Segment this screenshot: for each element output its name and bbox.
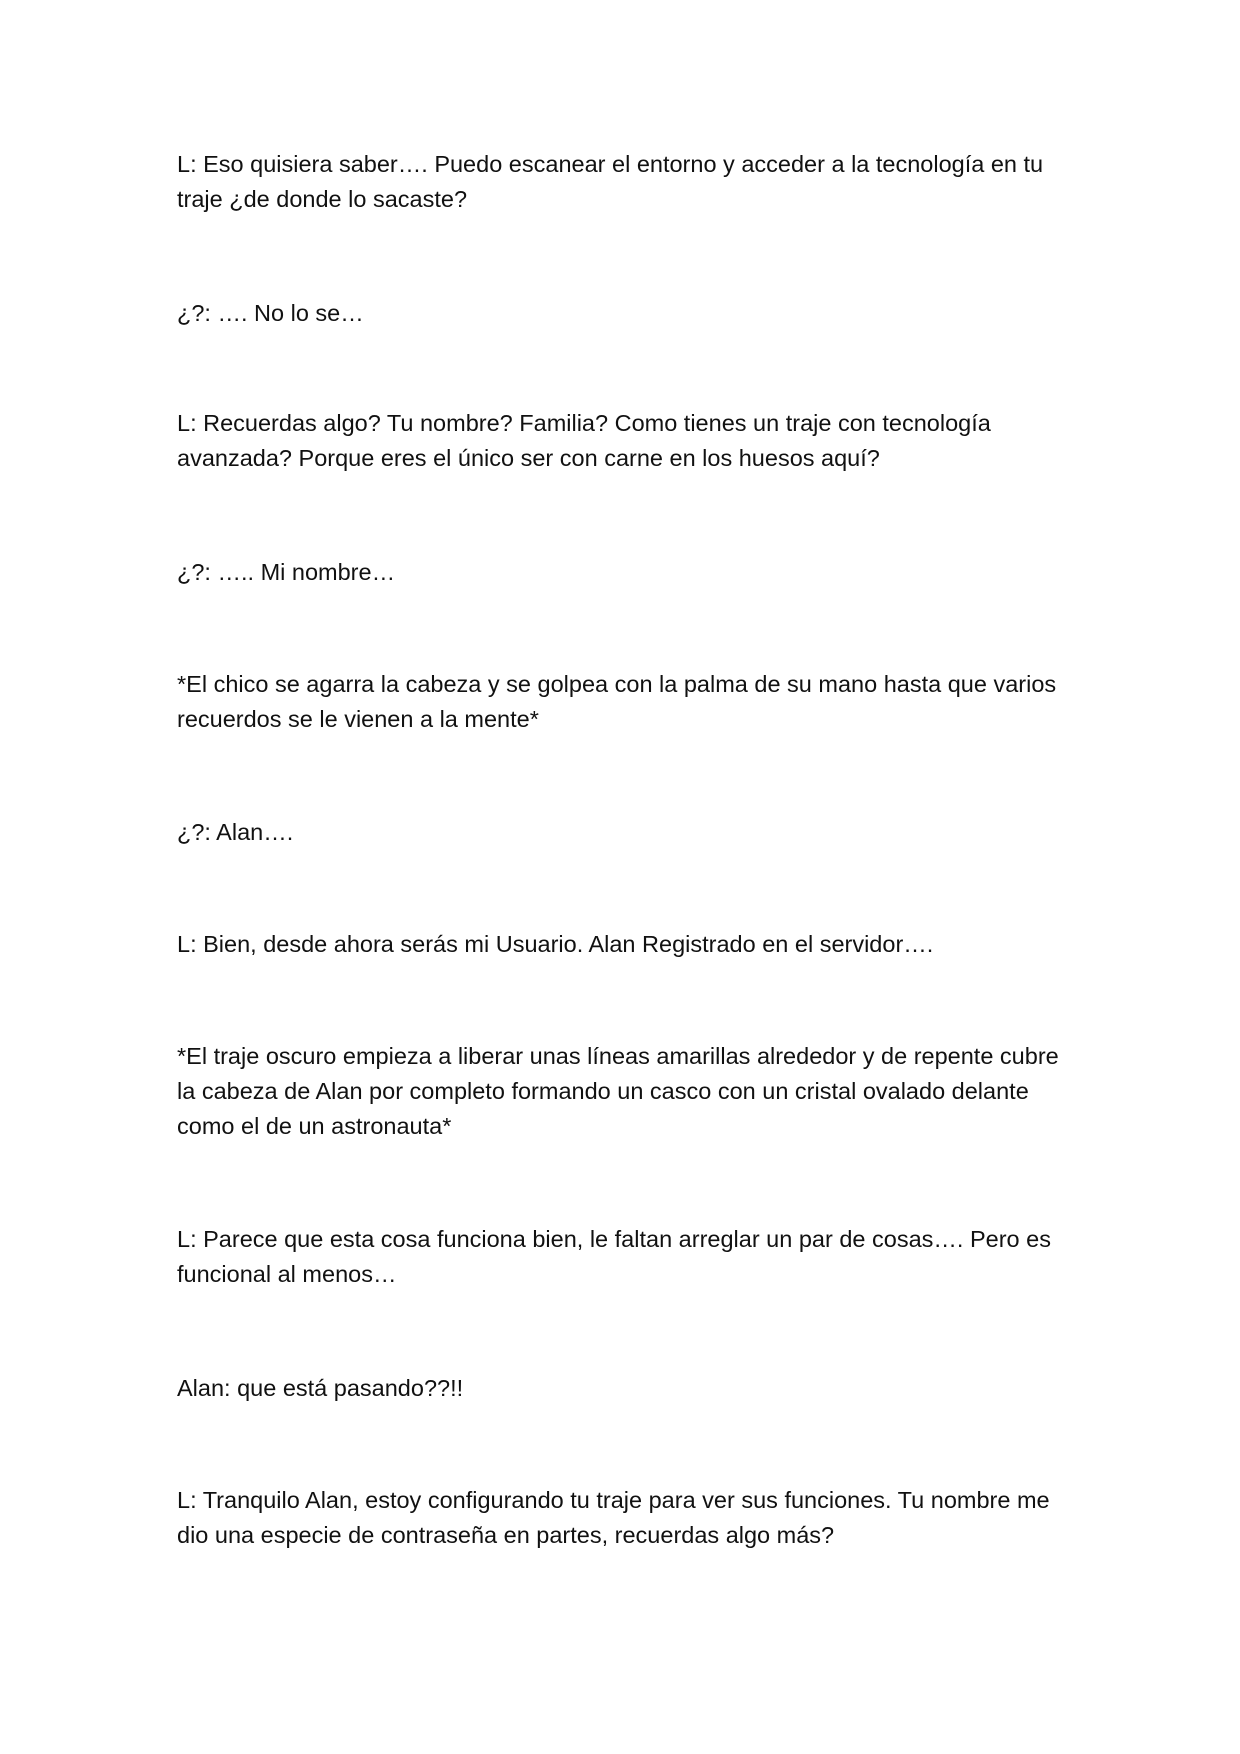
dialogue-paragraph-6: L: Bien, desde ahora serás mi Usuario. Alan Registrado en el servidor…. bbox=[177, 931, 934, 957]
dialogue-paragraph-1: L: Eso quisiera saber…. Puedo escanear el entorno y acceder a la tecnología en tu traje ¿de donde lo sacaste? bbox=[177, 151, 1044, 212]
dialogue-paragraph-8: Alan: que está pasando??!! bbox=[177, 1375, 464, 1401]
narration-paragraph-1: *El chico se agarra la cabeza y se golpea con la palma de su mano hasta que varios recuerdos se le vienen a la mente* bbox=[177, 671, 1057, 732]
dialogue-paragraph-7: L: Parece que esta cosa funciona bien, le faltan arreglar un par de cosas…. Pero es funcional al menos… bbox=[177, 1226, 1051, 1287]
dialogue-paragraph-2: ¿?: …. No lo se… bbox=[177, 300, 364, 326]
dialogue-paragraph-5: ¿?: Alan…. bbox=[177, 819, 294, 845]
narration-paragraph-2: *El traje oscuro empieza a liberar unas líneas amarillas alrededor y de repente cubre la cabeza de Alan por completo formando un casco con un cristal ovalado delante como el de un astronauta* bbox=[177, 1043, 1059, 1139]
dialogue-paragraph-4: ¿?: ….. Mi nombre… bbox=[177, 559, 396, 585]
dialogue-paragraph-9: L: Tranquilo Alan, estoy configurando tu traje para ver sus funciones. Tu nombre me dio una especie de contraseña en partes, recuerdas algo más? bbox=[177, 1487, 1050, 1548]
dialogue-paragraph-3: L: Recuerdas algo? Tu nombre? Familia? Como tienes un traje con tecnología avanzada? Porque eres el único ser con carne en los huesos aquí? bbox=[177, 410, 991, 471]
